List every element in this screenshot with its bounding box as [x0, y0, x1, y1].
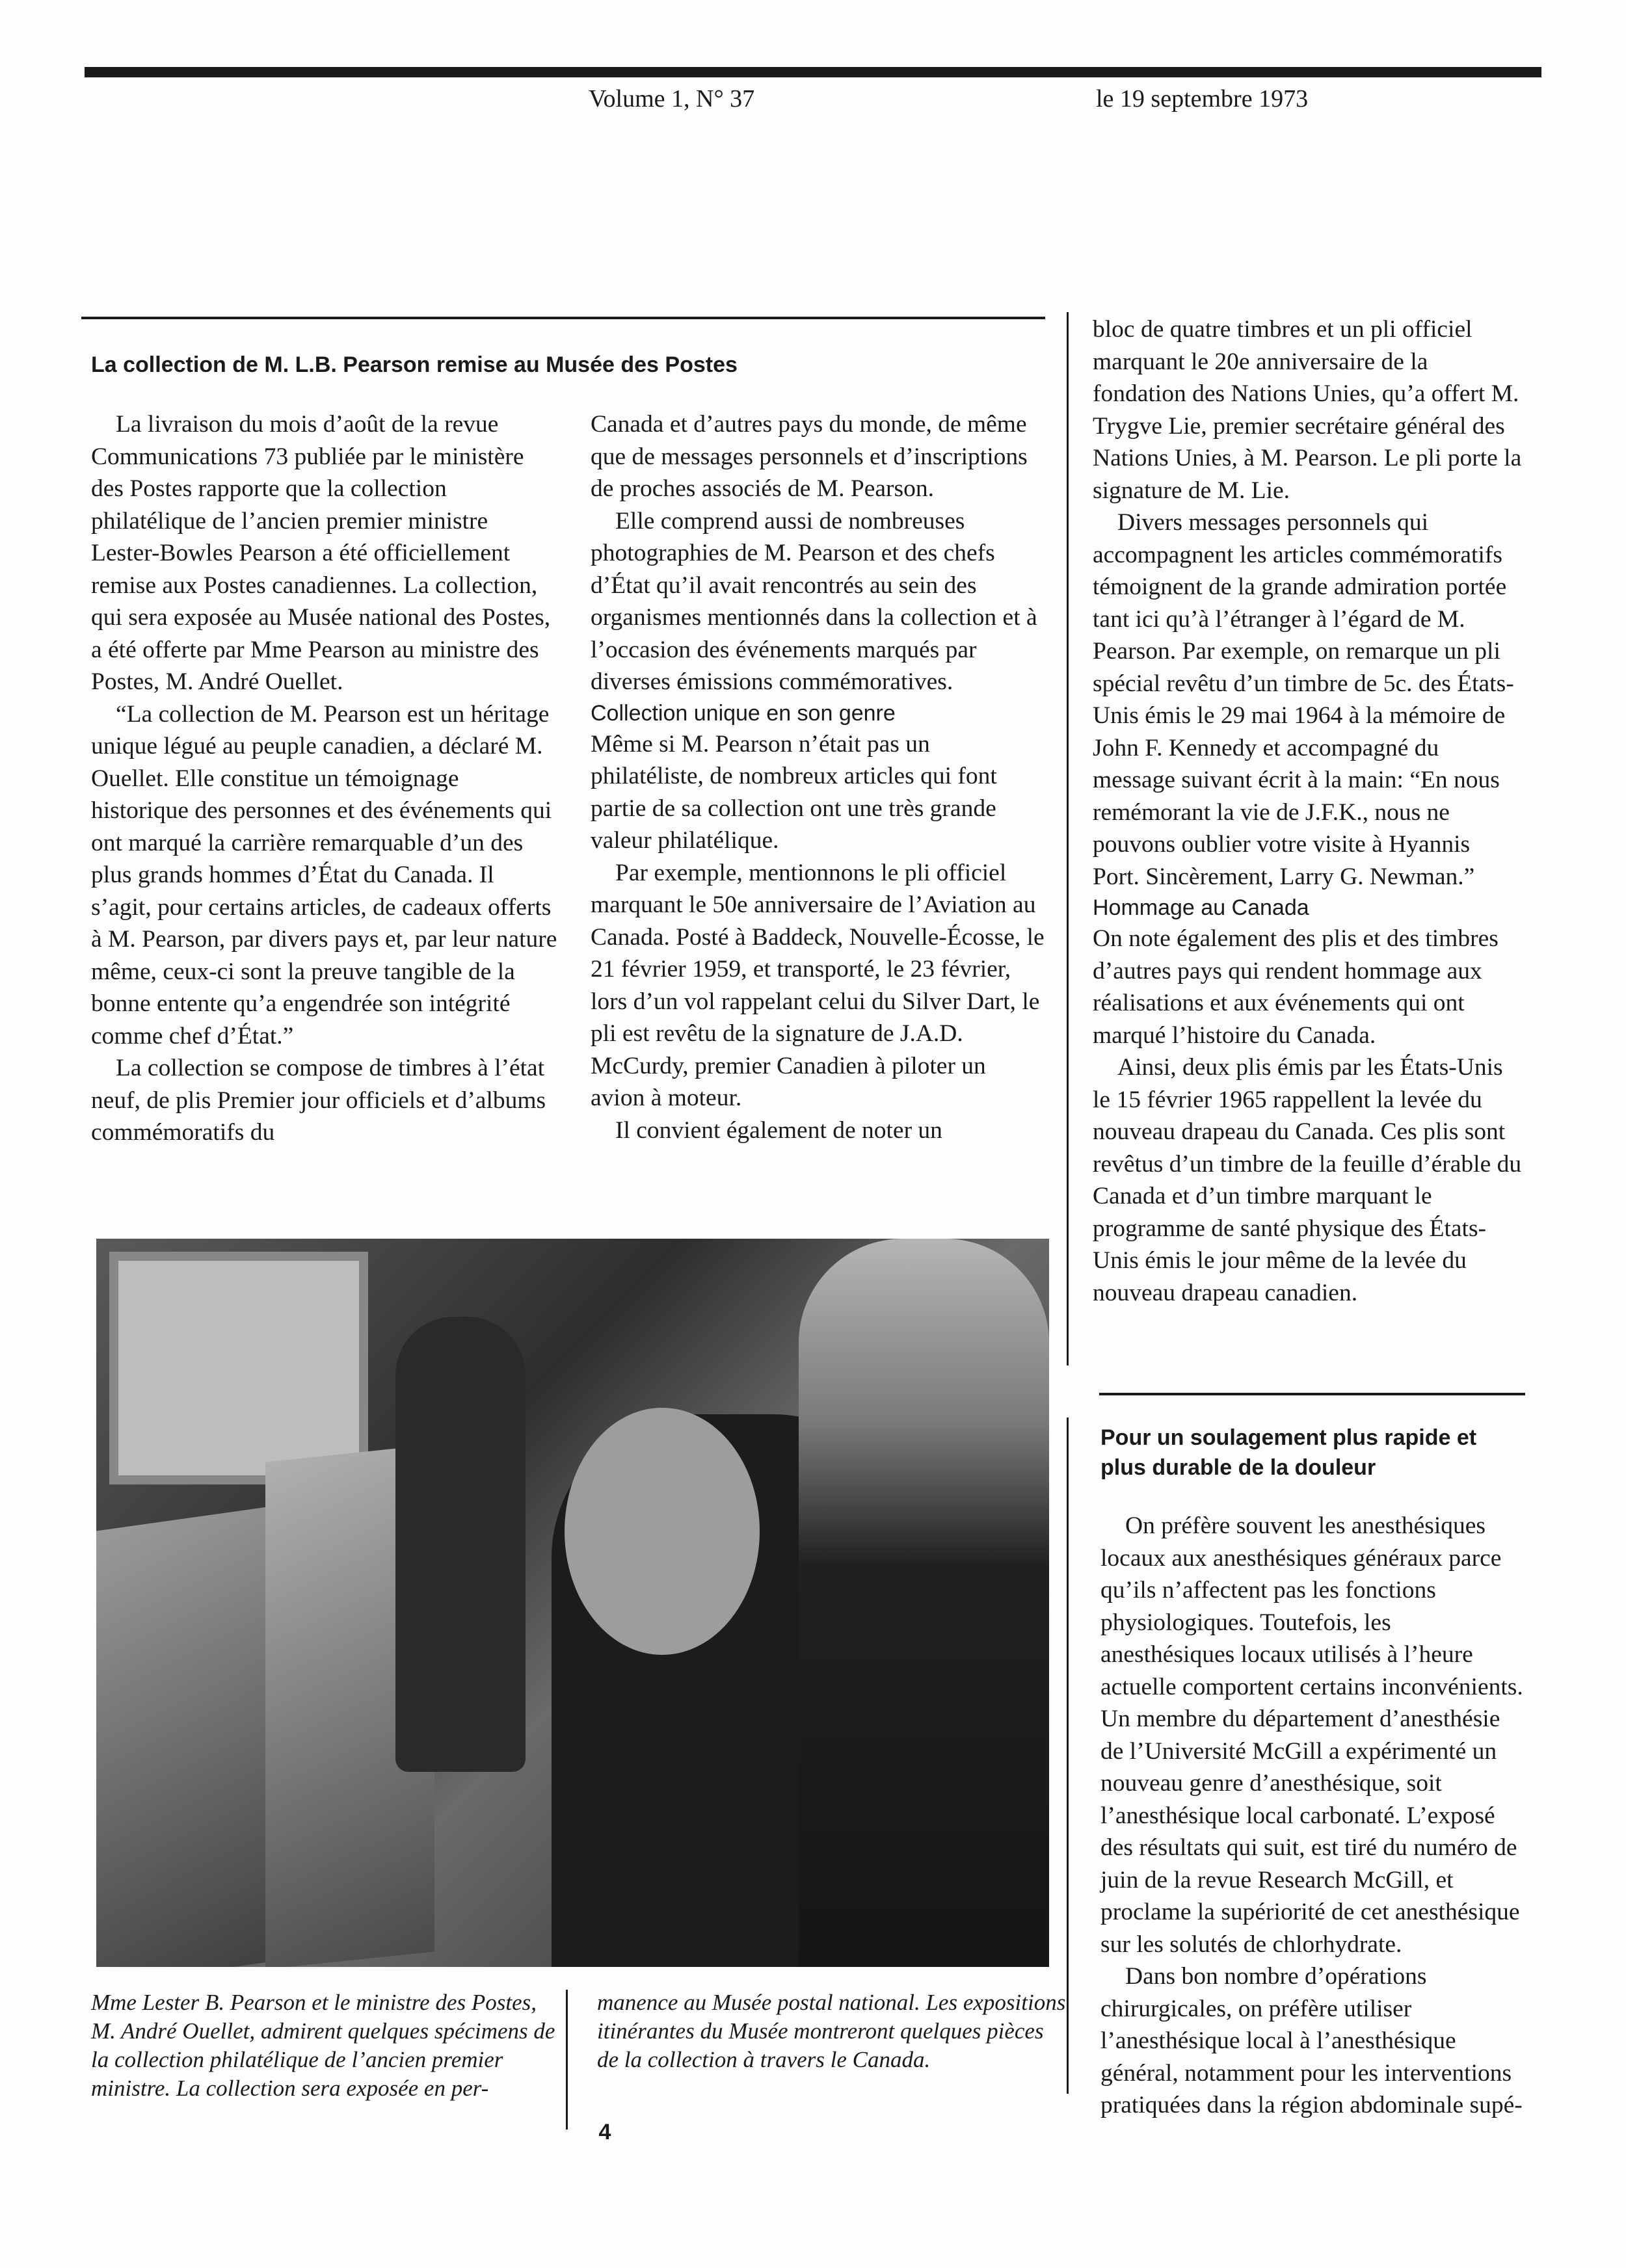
paragraph: Canada et d’autres pays du monde, de même que de messages personnels et d’inscriptions de proches associés de M. Pearson.: [591, 411, 1028, 502]
photo-caption-left: Mme Lester B. Pearson et le ministre des Postes, M. André Ouellet, admirent quelques spécimens de la collection philatélique de l’ancien premier ministre. La collection sera exposée en per-: [91, 1990, 555, 2101]
paragraph: Ainsi, deux plis émis par les États-Unis le 15 février 1965 rappellent la levée du nouveau drapeau du Canada. Ces plis sont revêtus d’un timbre de la feuille d’érable du Canada et d’un timbre marquant le programme de santé physique des États-Unis émis le jour même de la levée du nouveau drapeau canadien.: [1093, 1054, 1522, 1306]
photo-caption-right: manence au Musée postal national. Les expositions itinérantes du Musée montreront quelques pièces de la collection à travers le Canada.: [597, 1990, 1066, 2072]
paragraph: Même si M. Pearson n’était pas un philatéliste, de nombreux articles qui font partie de sa collection ont une très grande valeur philatélique.: [591, 730, 997, 854]
paragraph: Il convient également de noter un: [615, 1116, 942, 1144]
paragraph: Divers messages personnels qui accompagnent les articles commémoratifs témoignent de la grande admiration portée tant ici qu’à l’étranger à l’égard de M. Pearson. Par exemple, on remarque un pli spécial revêtu d’un timbre de 5c. des États-Unis émis le 29 mai 1964 à la mémoire de John F. Kennedy et accompagné du message suivant écrit à la main: “En nous remémorant la vie de J.F.K., nous ne pouvons oublier votre visite à Hyannis Port. Sincèrement, Larry G. Newman.”: [1093, 509, 1514, 890]
article1-column1: [91, 408, 559, 1149]
top-rule: [85, 67, 1541, 77]
paragraph: Elle comprend aussi de nombreuses photographies de M. Pearson et des chefs d’État qu’il avait rencontrés au sein des organismes mentionnés dans la collection et à l’occasion des événements marqués par diverses émissions commémoratives.: [591, 507, 1037, 695]
article2-body: [1100, 1510, 1526, 2122]
photo-pearson-ouellet: [96, 1239, 1049, 1967]
article2-title: [1100, 1423, 1523, 1483]
man-figure: [799, 1239, 1049, 1967]
article1-column2: [591, 408, 1046, 1146]
article2-title-line: plus durable de la douleur: [1100, 1455, 1376, 1480]
article1-title: La collection de M. L.B. Pearson remise au Musée des Postes: [91, 352, 738, 377]
article1-rule: [81, 317, 1045, 319]
article1-column3: [1093, 313, 1522, 1309]
subheading: Hommage au Canada: [1093, 895, 1309, 920]
paragraph: Dans bon nombre d’opérations chirurgicales, on préfère utiliser l’anesthésique local à l’anesthésique général, notamment pour les interventions pratiquées dans la région abdominale supé-: [1100, 1963, 1523, 2118]
volume-number: Volume 1, N° 37: [589, 85, 755, 112]
woman-face: [565, 1408, 760, 1655]
paragraph: La livraison du mois d’août de la revue Communications 73 publiée par le ministère des Postes rapporte que la collection philatélique de l’ancien premier ministre Lester-Bowles Pearson a été officiellement remise aux Postes canadiennes. La collection, qui sera exposée au Musée national des Postes, a été offerte par Mme Pearson au ministre des Postes, M. André Ouellet.: [91, 411, 551, 695]
photographer-figure: [395, 1317, 526, 1772]
page-number: 4: [598, 2120, 611, 2144]
paragraph: On préfère souvent les anesthésiques locaux aux anesthésiques généraux parce qu’ils n’affectent pas les fonctions physiologiques. Toutefois, les anesthésiques locaux utilisés à l’heure actuelle comportent certains inconvénients. Un membre du département d’anesthésie de l’Université McGill a expérimenté un nouveau genre d’anesthésique, soit l’anesthésique local carbonaté. L’exposé des résultats qui suit, est tiré du numéro de juin de la revue Research McGill, et proclame la supériorité de cet anesthésique sur les solutés de chlorhydrate.: [1100, 1512, 1523, 1958]
paragraph: On note également des plis et des timbres d’autres pays qui rendent hommage aux réalisations et aux événements qui ont marqué l’histoire du Canada.: [1093, 925, 1499, 1049]
framed-painting: [109, 1252, 368, 1484]
article2-rule: [1099, 1393, 1525, 1395]
caption-divider: [566, 1990, 568, 2130]
paragraph: La collection se compose de timbres à l’état neuf, de plis Premier jour officiels et d’albums commémoratifs du: [91, 1055, 546, 1146]
paragraph: Par exemple, mentionnons le pli officiel marquant le 50e anniversaire de l’Aviation au Canada. Posté à Baddeck, Nouvelle-Écosse, le 21 février 1959, et transporté, le 23 février, lors d’un vol rappelant celui du Silver Dart, le pli est revêtu de la signature de J.A.D. McCurdy, premier Canadien à piloter un avion à moteur.: [591, 859, 1045, 1111]
paragraph: “La collection de M. Pearson est un héritage unique légué au peuple canadien, a déclaré M. Ouellet. Elle constitue un témoignage historique des personnes et des événements qui ont marqué la carrière remarquable d’un des plus grands hommes d’État du Canada. Il s’agit, pour certains articles, de cadeaux offerts à M. Pearson, par divers pays et, par leur nature même, ceux-ci sont la preuve tangible de la bonne entente qu’a engendrée son intégrité comme chef d’État.”: [91, 700, 557, 1049]
subheading: Collection unique en son genre: [591, 700, 896, 726]
paragraph: bloc de quatre timbres et un pli officiel marquant le 20e anniversaire de la fondation des Nations Unies, qu’a offert M. Trygve Lie, premier secrétaire général des Nations Unies, à M. Pearson. Le pli porte la signature de M. Lie.: [1093, 316, 1522, 504]
article2-title-line: Pour un soulagement plus rapide et: [1100, 1425, 1477, 1450]
column-divider: [1067, 312, 1069, 1365]
issue-date: le 19 septembre 1973: [1096, 85, 1309, 112]
